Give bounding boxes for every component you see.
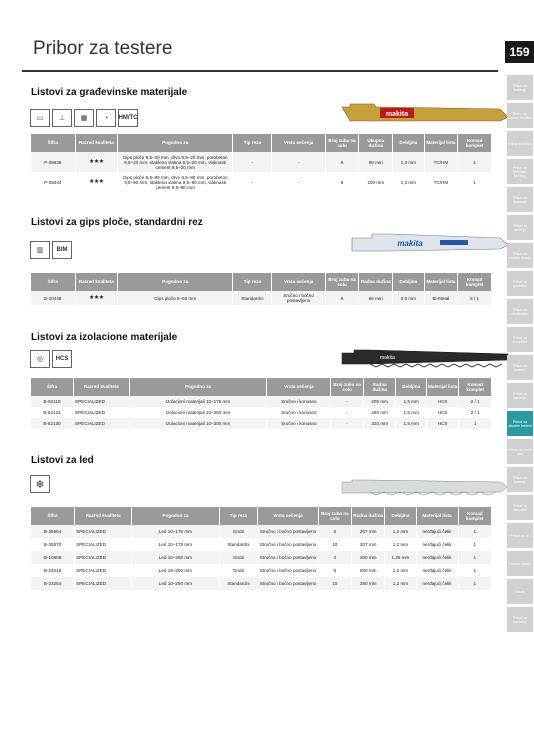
- material-icons: [30, 350, 72, 368]
- header-cell: Radna dužina: [359, 273, 392, 291]
- sidebar-tab[interactable]: Pribor za udarnu bušilicu: [507, 103, 533, 128]
- cell: HCS: [427, 396, 459, 407]
- table-row: [31, 551, 491, 564]
- header-cell: Vrsta sečenja: [272, 273, 324, 291]
- cell: -: [272, 152, 324, 172]
- header-cell: Debljina: [393, 273, 424, 291]
- sidebar-tab[interactable]: Pribor za štemalice: [507, 327, 533, 352]
- cell: SPECIALIZED: [75, 525, 131, 538]
- cell: 6: [333, 568, 337, 573]
- cell: Stručno i bočno postavljeno: [258, 525, 317, 538]
- header-cell: Pogodno za: [130, 378, 267, 396]
- cell: TC/HM: [433, 179, 449, 185]
- cell: 1: [458, 152, 491, 172]
- hcs-icon: HCS: [52, 350, 72, 368]
- category-sidebar: [503, 75, 534, 635]
- sidebar-tab[interactable]: Pribor za betonsku bušilicu: [507, 159, 533, 184]
- cell: ★★★: [76, 291, 117, 305]
- blade-brand: makita: [385, 111, 409, 118]
- page-title: Pribor za testere: [33, 38, 173, 59]
- header-cell: Razred kvaliteta: [76, 134, 117, 152]
- blade-brand: makita: [397, 239, 423, 248]
- cell: Standardni: [220, 577, 258, 590]
- cell: B-35570: [43, 542, 62, 547]
- header-cell: Vrsta sečenja: [272, 134, 324, 152]
- hm-tc-icon: HM/TC: [118, 109, 138, 127]
- cell: 6: [319, 525, 351, 538]
- cell: ★★★: [88, 178, 104, 185]
- header-cell: Pogodno za: [118, 273, 232, 291]
- cell: 5 / 1: [458, 291, 491, 305]
- header-cell: Debljina: [385, 507, 415, 525]
- header-cell: Komad komplet: [458, 134, 491, 152]
- cell: Grubi: [232, 568, 245, 573]
- cell: 1,5 mm: [396, 418, 425, 429]
- cell: 150 mm: [367, 179, 385, 185]
- cell: 1,5 mm: [403, 410, 419, 415]
- cell: B-23248: [43, 568, 62, 573]
- table-header-row: [31, 134, 491, 152]
- header-cell: Broj zuba na colu: [326, 134, 359, 152]
- cell: Led 10–250 mm: [158, 568, 192, 573]
- cell: 6: [326, 291, 359, 305]
- header-cell: Šifra: [31, 134, 75, 152]
- cell: -: [251, 179, 254, 185]
- cell: TC/HM: [425, 152, 458, 172]
- blade-image: [340, 348, 512, 368]
- section-title: Listovi za građevinske materijale: [31, 87, 188, 98]
- cell: -: [331, 418, 363, 429]
- cell: 0,9 mm: [393, 291, 424, 305]
- sidebar-tab[interactable]: Pribor za čekić: [507, 131, 533, 156]
- cell: 3: [319, 551, 351, 564]
- cell: 1,2 mm: [392, 542, 409, 547]
- header-cell: Razred kvaliteta: [75, 507, 131, 525]
- wood-icon: ▭: [30, 109, 50, 127]
- product-table: [30, 378, 492, 429]
- cell: Stručno i bočno postavljeno: [259, 542, 317, 547]
- sidebar-tab[interactable]: Pribor za testere: [507, 355, 533, 380]
- blade-image: [340, 478, 510, 496]
- cell: 280 mm: [352, 577, 384, 590]
- cell: Stručno i bočno postavljeno: [258, 551, 317, 564]
- cell: -: [331, 396, 363, 407]
- cell: Stručno i bočno postavljeno: [258, 577, 317, 590]
- header-cell: Materijal lista: [425, 273, 458, 291]
- header-cell: Komad komplet: [459, 507, 491, 525]
- cell: Sručno i konusno: [267, 418, 330, 429]
- table-row: [31, 538, 491, 551]
- cell: 1: [459, 418, 491, 429]
- cell: Izolacioni materijali 10–300 mm: [130, 418, 267, 429]
- cell: 6: [326, 152, 359, 172]
- section-title: Listovi za led: [31, 455, 94, 466]
- cell: 207 mm: [359, 542, 377, 547]
- cell: B-35564: [31, 525, 74, 538]
- cell: 1,2 mm: [385, 577, 415, 590]
- cell: B-52118: [31, 396, 73, 407]
- cell: Gips ploče 5–50 mm: [118, 291, 232, 305]
- cell: 6: [340, 179, 344, 185]
- header-cell: Vrsta sečenja: [267, 378, 330, 396]
- cell: Grubi: [220, 525, 258, 538]
- sidebar-tab[interactable]: Pribor za glodalice: [507, 271, 533, 296]
- product-table: [30, 507, 492, 590]
- cell: 1,2 mm: [392, 568, 409, 573]
- cell: SPECIALIZED: [75, 410, 105, 415]
- header-cell: Razred kvaliteta: [74, 378, 129, 396]
- table-row: [31, 172, 491, 192]
- section-drywall-blades: [22, 217, 498, 312]
- cell: nerđajući čelik: [422, 568, 452, 573]
- cell: SPECIALIZED: [74, 418, 129, 429]
- cell: B-52124: [43, 410, 61, 415]
- cell: 1: [459, 525, 491, 538]
- drywall-icon: ▥: [30, 241, 50, 259]
- table-header-row: [31, 507, 491, 525]
- header-cell: Broj zuba na colu: [319, 507, 351, 525]
- cell: P-05044: [44, 179, 62, 185]
- cell: SPECIALIZED: [76, 568, 107, 573]
- cell: Grubi: [220, 551, 258, 564]
- header-cell: Tip reza: [233, 134, 271, 152]
- cell: 280 mm: [371, 410, 388, 415]
- table-row: [31, 152, 491, 172]
- table-row: [31, 407, 491, 418]
- cell: Sručno i bočno postavljeno: [272, 291, 324, 305]
- blade-brand: makita: [380, 355, 395, 361]
- cell: 1: [459, 577, 491, 590]
- cell: 10: [319, 577, 351, 590]
- sidebar-tab[interactable]: Pribor za uvrtanje: [507, 383, 533, 408]
- cell: Izolacioni materijali 10–175 mm: [130, 396, 267, 407]
- cell: B-10609: [31, 551, 74, 564]
- cell: Led 10–250 mm: [132, 577, 218, 590]
- cell: 320 mm: [364, 418, 396, 429]
- cell: Bi-Metal: [425, 291, 458, 305]
- sidebar-tab[interactable]: Pribor za multi alat: [507, 439, 533, 464]
- cell: Sručno i konusno: [267, 396, 330, 407]
- sidebar-tab[interactable]: Pribor za obradu drveta: [507, 243, 533, 268]
- cell: -: [233, 152, 271, 172]
- sidebar-tab[interactable]: Pribor za rendisaljke: [507, 299, 533, 324]
- header-cell: Radna dužina: [352, 507, 384, 525]
- cell: Stručno i bočno postavljeno: [259, 568, 317, 573]
- snowflake-icon: ❄: [30, 475, 50, 493]
- cell: 1,25 mm: [385, 551, 415, 564]
- cell: 90 mm: [359, 152, 392, 172]
- header-cell: Šifra: [31, 378, 73, 396]
- sidebar-tab[interactable]: Pribor za ubodne testere: [507, 411, 533, 436]
- table-row: [31, 577, 491, 590]
- section-insulation-blades: [22, 332, 498, 437]
- cell: Led 10–175 mm: [158, 542, 192, 547]
- cell: Gips ploče 9,5–20 mm, drvo 9,5–20 mm, porobeton 9,5–20 mm, staklena vlakna 9,5–20 mm, vlaknasti cement 9,5–20 mm: [118, 152, 232, 172]
- header-cell: Pogodno za: [118, 134, 232, 152]
- header-cell: Radna dužina: [364, 378, 396, 396]
- header-cell: Materijal lista: [417, 507, 458, 525]
- section-construction-blades: [22, 87, 498, 197]
- cell: 2 / 1: [459, 396, 491, 407]
- section-title: Listovi za izolacione materijale: [31, 332, 178, 343]
- wood-nail-icon: ⊥: [52, 109, 72, 127]
- sidebar-tab[interactable]: Pribor za usisivače: [507, 495, 533, 520]
- table-row: [31, 525, 491, 538]
- header-cell: Broj zuba na colu: [331, 378, 363, 396]
- header-cell: Ukupna dužina: [359, 134, 392, 152]
- cell: 1: [459, 551, 491, 564]
- cell: -: [346, 410, 348, 415]
- header-cell: Tip reza: [233, 273, 271, 291]
- cell: nerđajući čelik: [417, 551, 458, 564]
- sidebar-tab[interactable]: Pribor za sečenje: [507, 215, 533, 240]
- cell: -: [297, 179, 300, 185]
- cell: 205 mm: [364, 396, 396, 407]
- cell: 1,5 mm: [396, 396, 425, 407]
- sidebar-tab[interactable]: Radna odeća: [507, 551, 533, 576]
- cell: 280 mm: [352, 551, 384, 564]
- cell: HCS: [427, 418, 459, 429]
- header-cell: Šifra: [31, 273, 75, 291]
- header-cell: Broj zuba na colu: [326, 273, 359, 291]
- cell: Standardni: [227, 542, 250, 547]
- blade-image: [340, 103, 510, 127]
- cell: SPECIALIZED: [76, 542, 107, 547]
- cell: Standardni: [233, 291, 271, 305]
- sidebar-tab[interactable]: Pribor za baterije: [507, 467, 533, 492]
- cell: Led 10–250 mm: [132, 551, 218, 564]
- cell: nerđajući čelik: [422, 542, 452, 547]
- cell: ★★★: [76, 152, 117, 172]
- cell: Izolacioni materijali 10–250 mm: [165, 410, 231, 415]
- table-row: [31, 418, 491, 429]
- header-cell: Tip reza: [220, 507, 258, 525]
- section-ice-blades: [22, 455, 498, 600]
- cell: 1: [473, 542, 477, 547]
- material-icons: [30, 109, 138, 127]
- cell: Sručno i konusno: [281, 410, 317, 415]
- blade-image: [350, 232, 510, 256]
- cell: P-05935: [31, 152, 75, 172]
- sidebar-tab[interactable]: Pribor za bušenje: [507, 75, 533, 100]
- cell: 1: [473, 568, 477, 573]
- cell: 60 mm: [359, 291, 392, 305]
- cell: 1,3 mm: [400, 179, 416, 185]
- cell: 10: [332, 542, 338, 547]
- cell: SPECIALIZED: [75, 577, 131, 590]
- cell: Gips ploče 9,5–80 mm, drvo 9,5–80 mm, porobeton 9,5–80 mm, staklena vlakna 9,5–80 mm, vlaknasti cement 9,5–80 mm: [122, 174, 228, 190]
- cell: nerđajući čelik: [417, 525, 458, 538]
- header-cell: Komad komplet: [459, 378, 491, 396]
- cell: nerđajući čelik: [417, 577, 458, 590]
- header-cell: Vrsta sečenja: [258, 507, 317, 525]
- cell: 280 mm: [359, 568, 377, 573]
- sidebar-tab[interactable]: Pribor za vrt: [507, 523, 533, 548]
- table-header-row: [31, 273, 491, 291]
- table-header-row: [31, 378, 491, 396]
- sidebar-tab[interactable]: Pribor za brušenje: [507, 187, 533, 212]
- brick-icon: ▦: [74, 109, 94, 127]
- insulation-icon: ◎: [30, 350, 50, 368]
- cell: 1,3 mm: [393, 152, 424, 172]
- cell: Led 10–175 mm: [132, 525, 218, 538]
- header-cell: Materijal lista: [427, 378, 459, 396]
- header-cell: Šifra: [31, 507, 74, 525]
- table-row: [31, 564, 491, 577]
- cell: B-20448: [31, 291, 75, 305]
- sidebar-tab[interactable]: Ostalo: [507, 579, 533, 604]
- material-icons: [30, 475, 50, 493]
- cell: SPECIALIZED: [75, 551, 131, 564]
- header-cell: Pogodno za: [132, 507, 218, 525]
- metal-pipe-icon: ◔: [96, 109, 116, 127]
- sidebar-tab[interactable]: Pribor za mešanje: [507, 607, 533, 632]
- section-title: Listovi za gips ploče, standardni rez: [31, 217, 203, 228]
- table-row: [31, 396, 491, 407]
- header-cell: Debljina: [396, 378, 425, 396]
- header-cell: Komad komplet: [458, 273, 491, 291]
- header-cell: Debljina: [393, 134, 424, 152]
- bim-icon: BIM: [52, 241, 72, 259]
- header-cell: Materijal lista: [425, 134, 458, 152]
- cell: HCS: [437, 410, 448, 415]
- cell: 1,2 mm: [385, 525, 415, 538]
- header-cell: Razred kvaliteta: [76, 273, 117, 291]
- cell: SPECIALIZED: [74, 396, 129, 407]
- cell: 207 mm: [352, 525, 384, 538]
- cell: B-23254: [31, 577, 74, 590]
- cell: 2 / 1: [470, 410, 480, 415]
- product-table: [30, 273, 492, 305]
- cell: B-52130: [31, 418, 73, 429]
- table-row: [31, 291, 491, 305]
- cell: 1: [473, 179, 476, 185]
- title-divider: [22, 70, 498, 72]
- page-number: 159: [505, 41, 534, 63]
- material-icons: [30, 241, 72, 259]
- product-table: [30, 134, 492, 192]
